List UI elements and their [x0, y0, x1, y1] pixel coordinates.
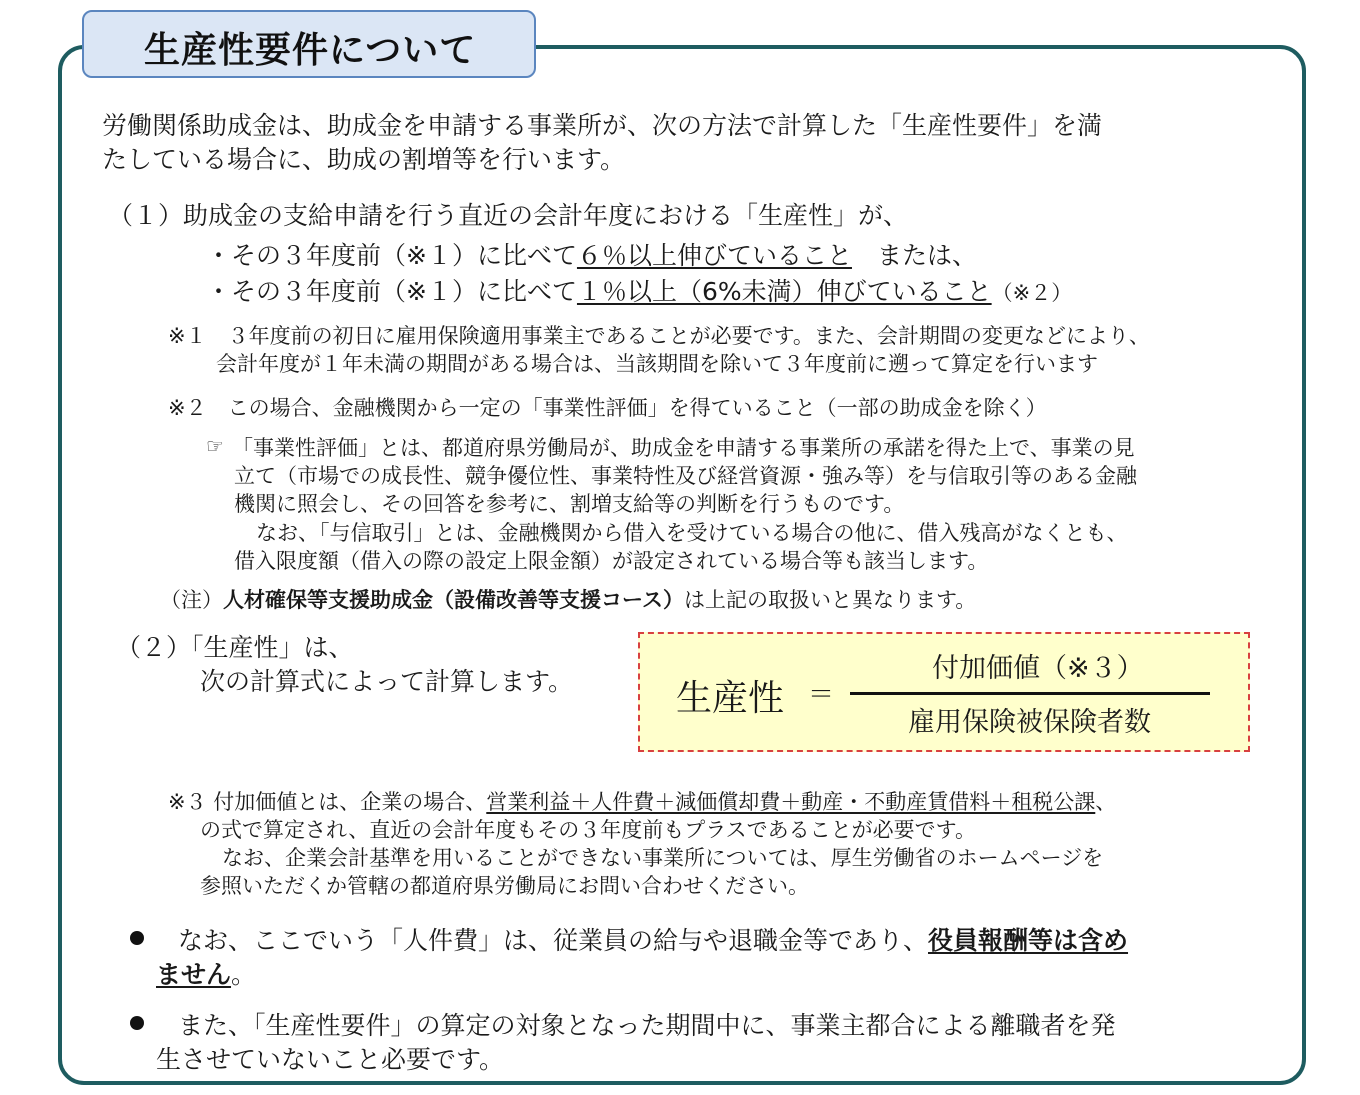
bullet1-bold-2: ません: [156, 960, 232, 989]
evaluation-line-2: 立て（市場での成長性、競争優位性、事業特性及び経営資源・強み等）を与信取引等のある金融: [234, 464, 1137, 488]
section2-line-1: （２）「生産性」は、: [116, 633, 354, 662]
caution-prefix: （注）: [160, 588, 223, 612]
note3-line-2: の式で算定され、直近の会計年度もその３年度前もプラスであることが必要です。: [200, 818, 976, 842]
evaluation-line-5: 借入限度額（借入の際の設定上限金額）が設定されている場合等も該当します。: [234, 549, 989, 573]
section2-line-2: 次の計算式によって計算します。: [200, 667, 574, 696]
bullet1-suffix: 。: [231, 960, 257, 989]
formula-lhs: 生産性: [676, 678, 785, 719]
note1-line-2: 会計年度が１年未満の期間がある場合は、当該期間を除いて３年度前に遡って算定を行います: [216, 352, 1098, 376]
bullet-2-line-1: また、「生産性要件」の算定の対象となった期間中に、事業主都合による離職者を発: [178, 1011, 1116, 1040]
item2-suffix: （※２）: [991, 281, 1073, 305]
pointing-hand-icon: ☞: [206, 434, 224, 458]
bullet-1-line-1: [178, 921, 1128, 957]
title-tab: [82, 10, 536, 78]
evaluation-line-3: 機関に照会し、その回答を参考に、割増支給等の判断を行うものです。: [234, 492, 905, 516]
bullet1-prefix: なお、ここでいう「人件費」は、従業員の給与や退職金等であり、: [178, 926, 929, 955]
item1-underlined: ６％以上伸びていること: [576, 241, 852, 270]
bullet-dot-1: [130, 931, 144, 945]
note3-line-4: 参照いただくか管轄の都道府県労働局にお問い合わせください。: [200, 874, 809, 898]
note3-line-1: [168, 786, 1116, 816]
bullet-dot-2: [130, 1016, 144, 1030]
bullet-1-line-2: [156, 955, 256, 991]
formula-equals: ＝: [808, 680, 835, 710]
bullet-2-line-2: 生させていないこと必要です。: [156, 1045, 505, 1074]
item2-underlined: １％以上（6%未満）伸びていること: [576, 277, 992, 306]
note3-line-3: なお、企業会計基準を用いることができない事業所については、厚生労働省のホームページを: [222, 846, 1104, 870]
caution-bold: 人材確保等支援助成金（設備改善等支援コース）: [223, 588, 684, 612]
formula-box: [638, 632, 1250, 752]
section1-item-1: [206, 236, 977, 272]
formula-numerator: 付加価値（※３）: [932, 653, 1144, 684]
item2-prefix: ・その３年度前（※１）に比べて: [206, 277, 577, 306]
page-title: 生産性要件について: [144, 30, 477, 71]
section1-item-2: [206, 272, 1072, 308]
bullet1-bold: 役員報酬等は含め: [928, 926, 1129, 955]
note3-suffix: 、: [1095, 790, 1117, 814]
section1-heading: （１）助成金の支給申請を行う直近の会計年度における「生産性」が、: [108, 201, 909, 230]
item1-suffix: または、: [851, 241, 977, 270]
caution-suffix: は上記の取扱いと異なります。: [683, 588, 977, 612]
note2-line-1: ※２ この場合、金融機関から一定の「事業性評価」を得ていること（一部の助成金を除く）: [168, 396, 1047, 420]
note3-prefix: ※３ 付加価値とは、企業の場合、: [168, 790, 487, 814]
fraction-bar: [850, 692, 1210, 695]
note3-underlined: 営業利益＋人件費＋減価償却費＋動産・不動産賃借料＋租税公課: [486, 790, 1096, 814]
evaluation-line-1: 「事業性評価」とは、都道府県労働局が、助成金を申請する事業所の承諾を得た上で、事業の見: [232, 436, 1135, 460]
evaluation-line-4: なお、「与信取引」とは、金融機関から借入を受けている場合の他に、借入残高がなくとも、: [256, 521, 1128, 545]
caution-note: [160, 584, 976, 614]
intro-line-2: たしている場合に、助成の割増等を行います。: [102, 145, 626, 174]
formula-denominator: 雇用保険被保険者数: [908, 707, 1151, 738]
intro-line-1: 労働関係助成金は、助成金を申請する事業所が、次の方法で計算した「生産性要件」を満: [102, 111, 1103, 140]
note1-line-1: ※１ ３年度前の初日に雇用保険適用事業主であることが必要です。また、会計期間の変更などにより、: [168, 324, 1150, 348]
item1-prefix: ・その３年度前（※１）に比べて: [206, 241, 577, 270]
